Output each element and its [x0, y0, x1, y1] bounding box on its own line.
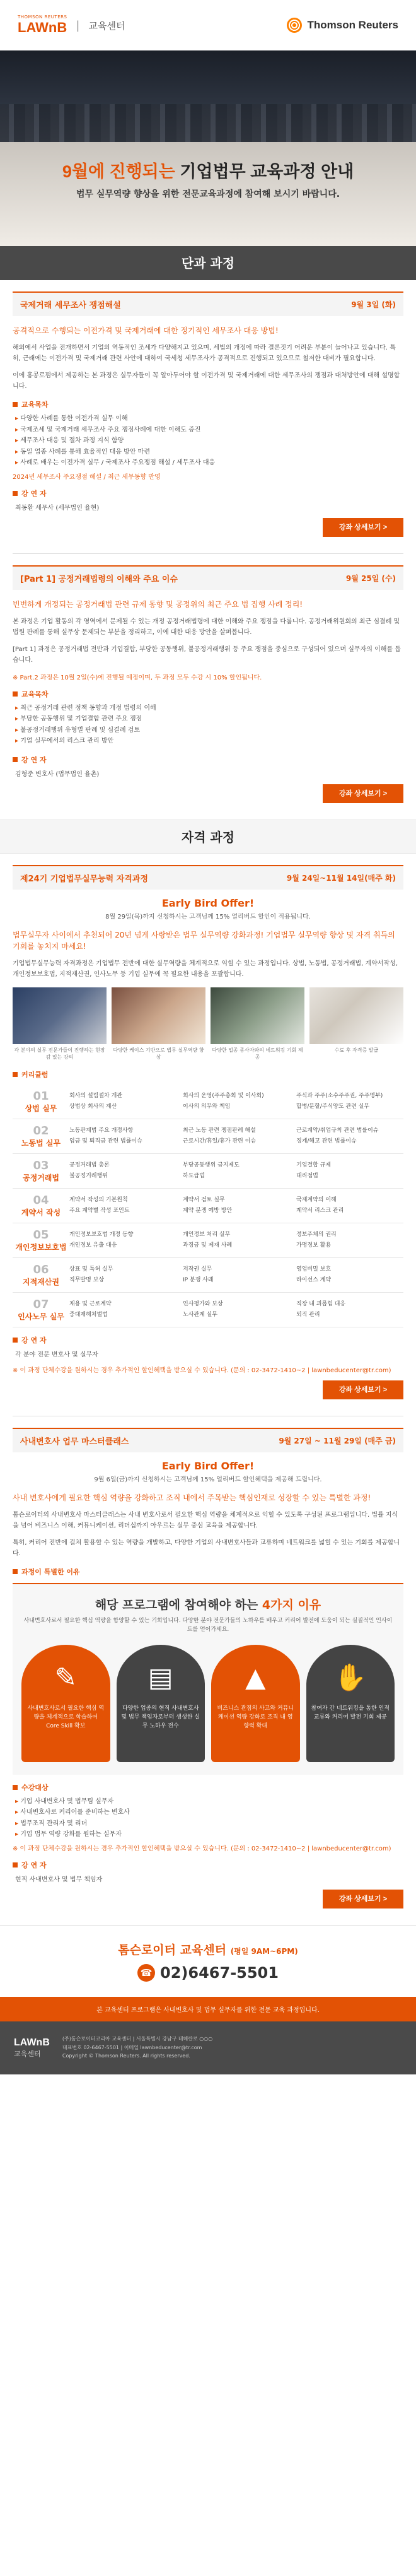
bullet-square-icon	[13, 757, 18, 762]
list-item: ▸ 세무조사 대응 및 절차 과정 지식 함양	[15, 435, 403, 447]
course-lead: 사내 변호사에게 필요한 핵심 역량을 강화하고 조직 내에서 주목받는 핵심인재로 성장할 수 있는 특별한 과정!	[13, 1493, 371, 1502]
course-description: [Part 1] 과정은 공정거래법 전반과 기업결합, 부당한 공동행위, 불공정거래행위 등 주요 쟁점을 중심으로 구성되어 있으며 실무자의 이해를 돕습니다.	[13, 645, 401, 664]
curriculum-row	[13, 1119, 403, 1154]
list-item: ▸ 기업 사내변호사 및 법무팀 실무자	[15, 1796, 403, 1808]
curriculum-item: 인사평가와 보상	[183, 1301, 223, 1308]
course-detail-button[interactable]: 강좌 상세보기 >	[323, 1890, 403, 1908]
curriculum-table	[13, 1085, 403, 1327]
instructor-name: 김형준 변호사 (법무법인 율촌)	[15, 770, 100, 778]
early-bird-banner	[13, 897, 403, 920]
curriculum-item: 이사의 의무와 책임	[183, 1103, 231, 1110]
curriculum-category	[13, 1228, 69, 1252]
photo-caption: 다양한 케이스 기반으로 법무 실무역량 향상	[113, 1047, 204, 1060]
curriculum-item: 계약 분쟁 예방 방안	[183, 1207, 233, 1214]
course-header	[13, 565, 403, 590]
reason-card	[21, 1645, 110, 1762]
curriculum-item: 국제계약의 이해	[296, 1197, 337, 1204]
curriculum-category	[13, 1159, 69, 1183]
course-description: 톰슨로이터의 사내변호사 마스터클래스는 사내 변호사로서 필요한 핵심 역량을 체계적으로 익힐 수 있도록 구성된 프로그램입니다. 법률 지식을 넘어 비즈니스 이해, 커뮤니케이션, 리더십까지 아우르는 실무 중심 교육을 제공합니다.	[13, 1511, 398, 1529]
curriculum-number: 07	[33, 1297, 49, 1311]
instructor-name: 최동환 세무사 (세무법인 율현)	[15, 504, 100, 512]
curriculum-name: 계약서 작성	[21, 1208, 61, 1217]
handshake-icon: ✋	[333, 1661, 367, 1693]
curriculum-item: 채용 및 근로계약	[69, 1301, 112, 1308]
hero-text	[0, 158, 416, 200]
curriculum-item: 주요 계약별 작성 포인트	[69, 1207, 130, 1214]
curriculum-item: IP 분쟁 사례	[183, 1276, 214, 1283]
hero-subtitle: 법무 실무역량 향상을 위한 전문교육과정에 참여해 보시기 바랍니다.	[76, 189, 340, 199]
curriculum-name: 노동법 실무	[21, 1138, 61, 1148]
reason-card	[306, 1645, 395, 1762]
contact-hours: (평일 9AM~6PM)	[230, 1946, 298, 1956]
list-item: ▸ 기업 법무 역량 강화를 원하는 실무자	[15, 1829, 403, 1840]
group-discount-note: ※ 이 과정 단체수강을 원하시는 경우 추가적인 할인혜택을 받으실 수 있습니다. (문의 : 02-3472-1410~2 | lawnbeducenter@tr.com)	[13, 1367, 391, 1374]
instructor-name: 현직 사내변호사 및 법무 책임자	[15, 1876, 103, 1883]
phone-number[interactable]: 02)6467-5501	[160, 1963, 279, 1982]
course-description: 해외에서 사업을 전개하면서 기업의 역동적인 조세가 다양해지고 있으며, 세법의 개정에 따라 결론짓기 어려운 부분이 늘어나고 있습니다. 특히, 근래에는 이전가격 및 국제거래 관련 사안에 대하여 국세청 세무조사가 공격적으로 진행되고 있으므로 철저한 대비가 필요합니다.	[13, 344, 396, 362]
chart-icon: ▲	[245, 1661, 266, 1693]
reasons-cards	[21, 1645, 395, 1762]
course-detail-button[interactable]: 강좌 상세보기 >	[323, 784, 403, 803]
course-note: 2024년 세무조사 주요쟁점 해설 / 최근 세무동향 반영	[13, 473, 161, 481]
curriculum-item: 저작권 실무	[183, 1266, 212, 1273]
course-description: 특히, 커리어 전반에 걸쳐 활용할 수 있는 역량을 개발하고, 다양한 기업의 사내변호사들과 교류하며 네트워크를 넓힐 수 있는 기회를 제공합니다.	[13, 1539, 400, 1557]
curriculum-items	[69, 1265, 403, 1285]
curriculum-item: 노동관계법 주요 개정사항	[69, 1127, 134, 1134]
curriculum-item: 근로계약/취업규칙 관련 법률이슈	[296, 1127, 379, 1134]
curriculum-item: 가명정보 활용	[296, 1242, 332, 1249]
curriculum-row	[13, 1085, 403, 1119]
reasons-box	[13, 1583, 403, 1775]
curriculum-category	[13, 1194, 69, 1218]
curriculum-item: 부당공동행위 금지제도	[183, 1162, 240, 1169]
instructor-name: 각 분야 전문 변호사 및 실무자	[15, 1351, 98, 1358]
reason-text: 다양한 업종의 현직 사내변호사 및 법무 책임자로부터 생생한 실무 노하우 전수	[121, 1705, 200, 1730]
networking-photo	[211, 987, 304, 1044]
curriculum-item: 상표 및 특허 실무	[69, 1266, 113, 1273]
footer	[0, 2021, 416, 2074]
photo-caption: 각 분야의 실무 전문가들이 진행하는 현장감 있는 강의	[14, 1047, 105, 1060]
course-description: 본 과정은 기업 활동의 각 영역에서 문제될 수 있는 개정 공정거래법령에 대한 이해와 주요 쟁점을 다룹니다. 공정거래위원회의 최근 심결례 및 법원 판례를 통해 실무상 문제되는 부분을 정리하고, 이에 대한 대응 방안을 살펴봅니다.	[13, 618, 400, 636]
curriculum-item: 하도급법	[183, 1172, 205, 1179]
curriculum-items	[69, 1161, 403, 1180]
curriculum-item: 직무발명 보상	[69, 1276, 105, 1283]
curriculum-item: 노사관계 실무	[183, 1311, 218, 1318]
list-item: ▸ 사례로 배우는 이전가격 실무 / 국제조사 주요쟁점 해설 / 세무조사 대응	[15, 457, 403, 469]
brand-small-text: THOMSON REUTERS	[18, 15, 67, 20]
curriculum-item: 개인정보 유출 대응	[69, 1242, 117, 1249]
hero-city-image	[0, 50, 416, 142]
curriculum-category	[13, 1263, 69, 1287]
topics-label: 교육목차	[13, 399, 403, 409]
early-bird-subtitle: 9월 6일(금)까지 신청하시는 고객님께 15% 얼리버드 할인혜택을 제공해 드립니다.	[94, 1476, 322, 1483]
thomson-reuters-logo[interactable]	[287, 18, 398, 33]
curriculum-item: 임금 및 퇴직금 관련 법률이슈	[69, 1138, 142, 1144]
study-photo	[112, 987, 205, 1044]
course-lead: 공격적으로 수행되는 이전가격 및 국제거래에 대한 정기적인 세무조사 대응 방법!	[13, 326, 279, 335]
curriculum-item: 합병/분할/주식양도 관련 실무	[296, 1103, 370, 1110]
footer-logo: LAWnB 교육센터	[14, 2037, 50, 2058]
curriculum-category	[13, 1298, 69, 1322]
logo-separator: |	[76, 18, 80, 32]
bullet-square-icon	[13, 1785, 18, 1790]
curriculum-item: 중대재해처벌법	[69, 1311, 108, 1318]
list-item: ▸ 국제조세 및 국제거래 세무조사 주요 쟁점사례에 대한 이해도 증진	[15, 425, 403, 436]
bullet-square-icon	[13, 491, 18, 496]
curriculum-item: 근로시간/휴일/휴가 관련 이슈	[183, 1138, 257, 1144]
curriculum-item: 징계/해고 관련 법률이슈	[296, 1138, 357, 1144]
bullet-square-icon	[13, 1862, 18, 1867]
list-item: ▸ 사내변호사로 커리어를 준비하는 변호사	[15, 1807, 403, 1818]
hero-title-rest: 기업법무 교육과정 안내	[180, 162, 354, 181]
curriculum-row	[13, 1293, 403, 1327]
course-date: 9월 27일 ~ 11월 29일 (매주 금)	[279, 1436, 396, 1445]
contact-phone[interactable]	[0, 1964, 416, 1982]
topics-list	[13, 703, 403, 747]
section-cert-courses: 자격 과정	[0, 820, 416, 854]
bullet-square-icon	[13, 1569, 18, 1574]
curriculum-items	[69, 1126, 403, 1146]
curriculum-label: 커리큘럼	[13, 1069, 403, 1079]
curriculum-item: 주식과 주주(소수주주권, 주주명부)	[296, 1093, 383, 1100]
target-list	[13, 1796, 403, 1840]
curriculum-number: 05	[33, 1228, 49, 1242]
partner-name: Thomson Reuters	[307, 19, 398, 31]
course-title: [Part 1] 공정거래법령의 이해와 주요 이슈	[20, 574, 178, 584]
bullet-square-icon	[13, 402, 18, 407]
curriculum-name: 개인정보보호법	[15, 1242, 67, 1252]
curriculum-item: 라이선스 계약	[296, 1276, 332, 1283]
curriculum-item: 기업결합 규제	[296, 1162, 332, 1169]
curriculum-row	[13, 1154, 403, 1189]
course-title: 제24기 기업법무실무능력 자격과정	[20, 874, 148, 884]
course-date: 9월 25일 (수)	[345, 573, 396, 583]
curriculum-item: 공정거래법 총론	[69, 1162, 110, 1169]
curriculum-item: 정보주체의 권리	[296, 1232, 337, 1238]
early-bird-title: Early Bird Offer!	[161, 1459, 255, 1472]
list-item: ▸ 다양한 사례를 통한 이전가격 실무 이해	[15, 413, 403, 425]
hero-title-accent: 9월에 진행되는	[62, 162, 175, 181]
reasons-title: 해당 프로그램에 참여해야 하는 4가지 이유	[95, 1597, 321, 1612]
curriculum-items	[69, 1196, 403, 1215]
reasons-subtitle: 사내변호사로서 필요한 핵심 역량을 함양할 수 있는 기회입니다. 다양한 분야 전문가들의 노하우를 배우고 커리어 발전에 도움이 되는 실질적인 인사이트를 얻어가세요.	[23, 1617, 393, 1633]
brand-name: LAWnB	[18, 20, 67, 35]
curriculum-item: 회사의 설립절차 개관	[69, 1093, 122, 1100]
hero-title	[0, 158, 416, 182]
course-header	[13, 1428, 403, 1452]
instructor-label: 강 연 자	[13, 1860, 403, 1870]
curriculum-category	[13, 1124, 69, 1148]
curriculum-row	[13, 1223, 403, 1258]
photo-card	[309, 987, 403, 1061]
list-item: ▸ 법무조직 관리자 및 리더	[15, 1818, 403, 1830]
photo-caption: 다양한 업종 종사자와의 네트워킹 기회 제공	[212, 1047, 303, 1060]
bullet-square-icon	[13, 691, 18, 697]
thomson-reuters-icon	[287, 18, 302, 33]
course-description: 이에 홍콩로펌에서 제공하는 본 과정은 실무자들이 꼭 알아두어야 할 이전가격 및 국제거래에 대한 세무조사의 쟁점과 대처방안에 대해 설명합니다.	[13, 372, 400, 390]
target-label: 수강대상	[13, 1782, 403, 1792]
curriculum-item: 상법상 회사의 계산	[69, 1103, 117, 1110]
curriculum-number: 06	[33, 1262, 49, 1276]
bullet-square-icon	[13, 1072, 18, 1077]
course-date: 9월 24일~11월 14일(매주 화)	[286, 873, 396, 883]
curriculum-items	[69, 1230, 403, 1250]
section-single-courses: 단과 과정	[0, 246, 416, 280]
why-label: 과정이 특별한 이유	[13, 1567, 403, 1577]
course-lead: 법무실무자 사이에서 추천되어 20년 넘게 사랑받은 법무 실무역량 강화과정! 기업법무 실무역량 향상 및 자격 취득의 기회를 놓치지 마세요!	[13, 930, 395, 951]
reason-text: 사내변호사로서 필요한 핵심 역량을 체계적으로 학습하여 Core Skill 확보	[27, 1705, 105, 1730]
contact-title: 톰슨로이터 교육센터 (평일 9AM~6PM)	[118, 1943, 298, 1957]
photo-card	[13, 987, 107, 1061]
hero-banner	[0, 50, 416, 246]
lawnb-logo[interactable]	[18, 15, 125, 36]
photo-card	[112, 987, 205, 1061]
curriculum-item: 개인정보보호법 개정 동향	[69, 1232, 134, 1238]
curriculum-item: 영업비밀 보호	[296, 1266, 332, 1273]
curriculum-item: 계약서 검토 실무	[183, 1197, 225, 1204]
curriculum-item: 개인정보 처리 실무	[183, 1232, 231, 1238]
photo-gallery	[13, 987, 403, 1061]
early-bird-banner	[13, 1460, 403, 1483]
reason-card	[117, 1645, 205, 1762]
contact-section	[0, 1925, 416, 1997]
bullet-square-icon	[13, 1338, 18, 1343]
curriculum-number: 04	[33, 1193, 49, 1207]
reason-card	[211, 1645, 300, 1762]
course-header	[13, 865, 403, 890]
early-bird-subtitle: 8월 29일(목)까지 신청하시는 고객님께 15% 얼리버드 할인이 적용됩니다.	[105, 913, 311, 920]
curriculum-name: 인사노무 실무	[18, 1312, 64, 1321]
curriculum-item: 계약서 작성의 기본원칙	[69, 1197, 128, 1204]
curriculum-item: 대리점법	[296, 1172, 318, 1179]
curriculum-number: 03	[33, 1158, 49, 1172]
list-item: ▸ 동일 업종 사례를 통해 효율적인 대응 방안 마련	[15, 447, 403, 458]
list-item: ▸ 부당한 공동행위 및 기업결합 관련 주요 쟁점	[15, 714, 403, 725]
brand-sub: 교육센터	[88, 20, 125, 32]
list-item: ▸ 최근 공정거래 관련 정책 동향과 개정 법령의 이해	[15, 703, 403, 714]
header-bar	[0, 0, 416, 50]
course-highlight: ※ Part.2 과정은 10월 2일(수)에 진행될 예정이며, 두 과정 모두 수강 시 10% 할인됩니다.	[13, 674, 262, 681]
instructor-label: 강 연 자	[13, 488, 403, 498]
curriculum-name: 지적재산권	[23, 1277, 59, 1286]
group-discount-note: ※ 이 과정 단체수강을 원하시는 경우 추가적인 할인혜택을 받으실 수 있습니다. (문의 : 02-3472-1410~2 | lawnbeducenter@tr.com)	[13, 1845, 391, 1852]
course-inhouse-masterclass	[0, 1416, 416, 1925]
instructor-label: 강 연 자	[13, 1335, 403, 1345]
curriculum-number: 02	[33, 1124, 49, 1138]
list-item: ▸ 불공정거래행위 유형별 판례 및 심결례 검토	[15, 725, 403, 736]
topics-label: 교육목차	[13, 689, 403, 699]
curriculum-name: 공정거래법	[23, 1173, 59, 1182]
curriculum-name: 상법 실무	[25, 1103, 57, 1113]
course-lead: 빈번하게 개정되는 공정거래법 관련 규제 동향 및 공정위의 최근 주요 법 집행 사례 정리!	[13, 599, 303, 609]
course-description: 기업법무실무능력 자격과정은 기업법무 전반에 대한 실무역량을 체계적으로 익힐 수 있는 과정입니다. 상법, 노동법, 공정거래법, 계약서작성, 개인정보보호법, 지적재산권, 인사노무 등 기업 실무에 꼭 필요한 내용을 포괄합니다.	[13, 960, 398, 978]
curriculum-items	[69, 1091, 403, 1111]
course-corporate-legal-cert	[0, 854, 416, 1416]
course-title: 사내변호사 업무 마스터클래스	[20, 1437, 129, 1447]
course-fair-trade	[0, 554, 416, 820]
curriculum-row	[13, 1258, 403, 1293]
phone-icon: ☎	[137, 1964, 155, 1982]
curriculum-item: 불공정거래행위	[69, 1172, 108, 1179]
early-bird-title: Early Bird Offer!	[161, 897, 255, 909]
course-detail-button[interactable]: 강좌 상세보기 >	[323, 1380, 403, 1399]
curriculum-items	[69, 1300, 403, 1319]
curriculum-item: 최근 노동 관련 쟁점판례 해설	[183, 1127, 256, 1134]
course-international-tax	[0, 280, 416, 553]
book-icon: ▤	[147, 1661, 173, 1693]
lecture-photo	[13, 987, 107, 1044]
certificate-photo	[309, 987, 403, 1044]
curriculum-item: 계약서 리스크 관리	[296, 1207, 344, 1214]
photo-caption: 수료 후 자격증 발급	[334, 1047, 379, 1053]
curriculum-item: 직장 내 괴롭힘 대응	[296, 1301, 346, 1308]
curriculum-category	[13, 1090, 69, 1114]
curriculum-row	[13, 1189, 403, 1223]
curriculum-number: 01	[33, 1089, 49, 1103]
course-title: 국제거래 세무조사 쟁점해설	[20, 301, 121, 310]
instructor-label: 강 연 자	[13, 755, 403, 765]
topics-list	[13, 413, 403, 469]
info-strip: 본 교육센터 프로그램은 사내변호사 및 법무 실무자를 위한 전문 교육 과정입니다.	[0, 1997, 416, 2021]
reason-text: 참여자 간 네트워킹을 통한 인적 교류와 커리어 발전 기회 제공	[311, 1705, 390, 1721]
curriculum-item: 퇴직 관리	[296, 1311, 320, 1318]
course-header	[13, 291, 403, 316]
curriculum-item: 과징금 및 제재 사례	[183, 1242, 233, 1249]
course-detail-button[interactable]: 강좌 상세보기 >	[323, 518, 403, 537]
course-date: 9월 3일 (화)	[351, 300, 396, 309]
footer-text: (주)톰슨로이터코리아 교육센터 | 서울특별시 강남구 테헤란로 ○○○ 대표번호 02-6467-5501 | 이메일 lawnbeducenter@tr.com Copyright © Thomson Reuters. All rights reserved.	[62, 2036, 213, 2059]
pen-icon: ✎	[54, 1661, 77, 1693]
reason-text: 비즈니스 관점의 사고와 커뮤니케이션 역량 강화로 조직 내 영향력 확대	[217, 1705, 294, 1730]
photo-card	[211, 987, 304, 1061]
list-item: ▸ 기업 실무에서의 리스크 관리 방안	[15, 736, 403, 747]
curriculum-item: 회사의 운영(주주총회 및 이사회)	[183, 1093, 264, 1100]
